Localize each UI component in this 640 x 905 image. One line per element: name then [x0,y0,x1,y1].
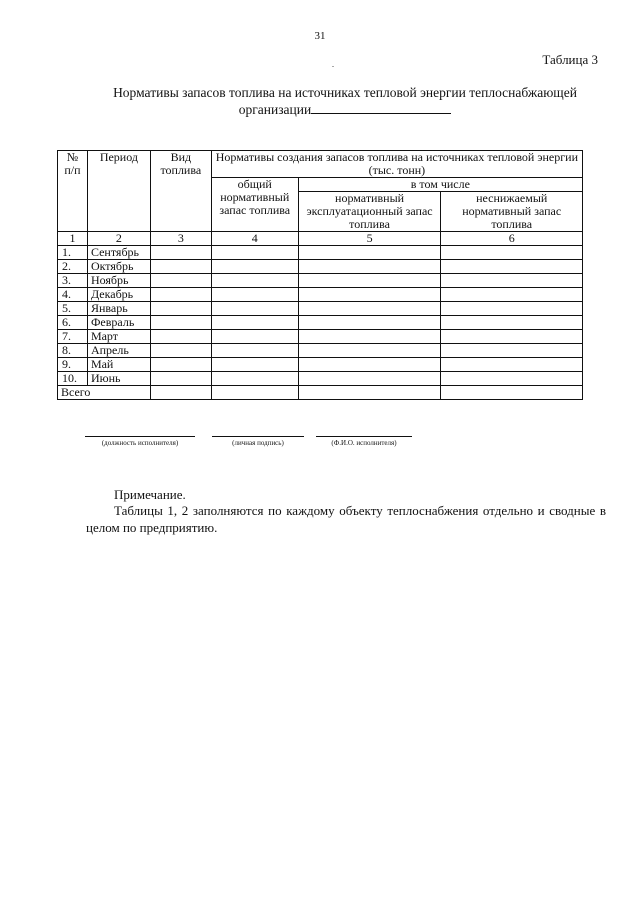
column-number-row [58,232,583,246]
table-row [58,372,583,386]
cell-operational [298,386,441,400]
title-line-2 [239,101,451,118]
scan-dot: . [332,60,334,69]
cell-irreducible [441,330,583,344]
column-number: 5 [298,232,441,246]
table-label: Таблица 3 [542,52,598,67]
table-row [58,302,583,316]
cell-operational [298,330,441,344]
cell-fuel-type [150,330,211,344]
cell-total [211,344,298,358]
row-number: 9. [58,358,88,372]
cell-irreducible [441,372,583,386]
row-period: Октябрь [87,260,150,274]
row-period: Ноябрь [87,274,150,288]
note-title: Примечание. [114,487,186,502]
header-num: № п/п [58,151,88,232]
cell-operational [298,288,441,302]
row-number: 10. [58,372,88,386]
row-number: 8. [58,344,88,358]
column-number: 6 [441,232,583,246]
header-period: Период [87,151,150,232]
column-number: 2 [87,232,150,246]
signature-position [85,436,195,447]
row-period: Июнь [87,372,150,386]
header-operational: нормативный эксплуатационный запас топлива [298,192,441,232]
table-row [58,330,583,344]
row-period: Апрель [87,344,150,358]
cell-total [211,302,298,316]
cell-fuel-type [150,358,211,372]
row-number: 4. [58,288,88,302]
table-row [58,344,583,358]
organization-blank-line [311,101,451,114]
cell-operational [298,316,441,330]
title-organization-word: организации [238,102,312,117]
signature-line [85,436,195,437]
table-row [58,274,583,288]
row-period: Май [87,358,150,372]
row-period: Февраль [87,316,150,330]
cell-total [211,330,298,344]
row-period: Декабрь [87,288,150,302]
cell-fuel-type [150,302,211,316]
signature-sign [212,436,304,447]
cell-fuel-type [150,344,211,358]
cell-total [211,260,298,274]
cell-total [211,358,298,372]
document-title [60,84,630,118]
cell-operational [298,372,441,386]
cell-fuel-type [150,288,211,302]
row-number: 3. [58,274,88,288]
cell-fuel-type [150,386,211,400]
signature-line [212,436,304,437]
header-irreducible: неснижаемый нормативный запас топлива [441,192,583,232]
cell-total [211,274,298,288]
header-including: в том числе [298,178,582,192]
cell-operational [298,344,441,358]
row-number: 2. [58,260,88,274]
signature-name-caption: (Ф.И.О. исполнителя) [331,439,397,447]
cell-irreducible [441,274,583,288]
row-period: Январь [87,302,150,316]
row-period: Март [87,330,150,344]
header-row-1 [58,151,583,178]
table-row [58,316,583,330]
cell-fuel-type [150,316,211,330]
column-number: 4 [211,232,298,246]
row-number: 6. [58,316,88,330]
cell-irreducible [441,288,583,302]
row-number: 7. [58,330,88,344]
row-number: 5. [58,302,88,316]
cell-fuel-type [150,372,211,386]
row-period: Сентябрь [87,246,150,260]
signature-line [316,436,412,437]
table-row [58,358,583,372]
cell-total [211,372,298,386]
column-number: 1 [58,232,88,246]
cell-operational [298,302,441,316]
cell-irreducible [441,260,583,274]
cell-irreducible [441,302,583,316]
cell-fuel-type [150,246,211,260]
cell-irreducible [441,246,583,260]
header-fuel-type: Вид топлива [150,151,211,232]
cell-irreducible [441,358,583,372]
cell-fuel-type [150,260,211,274]
signature-name [316,436,412,447]
title-line-1: Нормативы запасов топлива на источниках тепловой энергии теплоснабжающей [113,85,577,100]
page-number: 31 [314,30,326,42]
cell-irreducible [441,344,583,358]
total-label: Всего [58,386,151,400]
cell-fuel-type [150,274,211,288]
cell-total [211,246,298,260]
header-norms-group: Нормативы создания запасов топлива на источниках тепловой энергии (тыс. тонн) [211,151,582,178]
cell-operational [298,274,441,288]
cell-total [211,386,298,400]
header-total: общий нормативный запас топлива [211,178,298,232]
column-number: 3 [150,232,211,246]
table-row [58,260,583,274]
fuel-norms-table [57,150,583,400]
cell-irreducible [441,386,583,400]
total-row [58,386,583,400]
table-row [58,246,583,260]
signature-sign-caption: (личная подпись) [232,439,284,447]
cell-total [211,288,298,302]
signature-position-caption: (должность исполнителя) [101,439,179,447]
cell-total [211,316,298,330]
row-number: 1. [58,246,88,260]
table-row [58,288,583,302]
cell-irreducible [441,316,583,330]
cell-operational [298,246,441,260]
note-text: Таблицы 1, 2 заполняются по каждому объекту теплоснабжения отдельно и сводные в целом по предприятию. [86,503,606,535]
cell-operational [298,358,441,372]
cell-operational [298,260,441,274]
